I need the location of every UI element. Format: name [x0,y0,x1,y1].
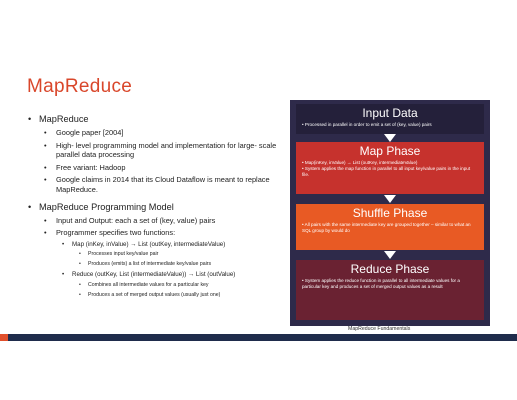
bullet-reduce-signature: • Reduce (outKey, List (intermediateValue)) → List (outValue) [28,271,286,279]
bullet-dataflow: • Google claims in 2014 that its Cloud Dataflow is meant to replace MapReduce. [28,175,286,194]
bullet-google-paper: • Google paper [2004] [28,128,286,138]
shuffle-phase-block: Shuffle Phase • All pairs with the same intermediate key are grouped together – similar to what an SQL group by would do [296,204,484,250]
shuffle-phase-heading: Shuffle Phase [352,206,428,220]
shuffle-phase-description: All pairs with the same intermediate key are grouped together – similar to what an SQL group by would do [302,222,471,233]
bullet-map-processes: • Processes input key/value pair [28,251,286,258]
bullet-reduce-produces: • Produces a set of merged output values (usually just one) [28,292,286,299]
bullet-map-signature: • Map (inKey, inValue) → List (outKey, intermediateValue) [28,241,286,249]
map-phase-block: Map Phase • Map(inKey, inValue) → List (outKey, intermediateValue) • System applies the map function in parallel to all input key/value pairs in the input file. [296,142,484,194]
reduce-phase-block: Reduce Phase • System applies the reduce function in parallel to all intermediate values for a particular key and produces a set of merged output values as a result [296,260,484,320]
bullet-two-functions: • Programmer specifies two functions: [28,228,286,238]
footer-bar [0,334,517,341]
arrow-down-icon [384,134,396,142]
mapreduce-diagram [290,100,490,326]
arrow-down-icon [384,251,396,259]
bullet-reduce-combines: • Combines all intermediate values for a particular key [28,282,286,289]
reduce-phase-heading: Reduce Phase [350,262,430,276]
map-phase-signature: Map(inKey, inValue) → List (outKey, intermediateValue) [304,160,418,165]
bullet-map-produces: • Produces (emits) a list of intermediate key/value pairs [28,261,286,268]
input-data-heading: Input Data [362,106,418,120]
bullet-mapreduce: • MapReduce [28,114,286,125]
bullet-hadoop: • Free variant: Hadoop [28,163,286,173]
arrow-down-icon [384,195,396,203]
bullet-programming-model-title: • MapReduce Programming Model [28,202,286,213]
input-data-description: Processed in parallel in order to emit a set of (key, value) pairs [304,122,432,127]
slide-title: MapReduce [27,76,133,97]
bullet-programming-model: • High- level programming model and implementation for large- scale parallel data processing [28,141,286,160]
map-phase-heading: Map Phase [359,144,421,158]
input-data-block: Input Data • Processed in parallel in order to emit a set of (key, value) pairs [296,104,484,134]
footer-accent [0,334,8,341]
diagram-caption: MapReduce Fundamentals [348,326,411,332]
bullet-list [28,114,286,302]
map-phase-description: System applies the map function in parallel to all input key/value pairs in the input file. [302,166,471,177]
bullet-input-output: • Input and Output: each a set of (key, value) pairs [28,216,286,226]
reduce-phase-description: System applies the reduce function in parallel to all intermediate values for a particular key and produces a set of merged output values as a result [302,278,460,289]
